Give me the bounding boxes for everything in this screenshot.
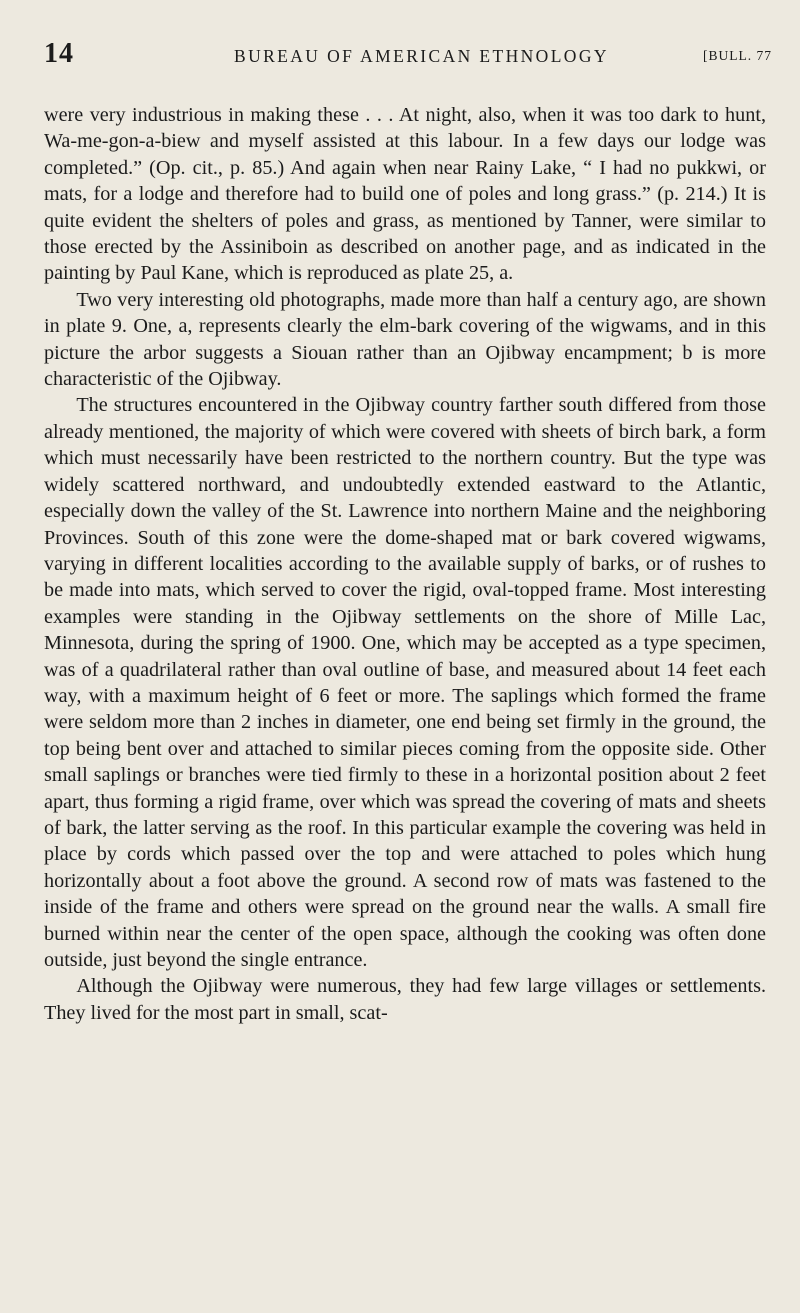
paragraph-settlements: Although the Ojibway were numerous, they had few large villages or settlements. They lived for the most part in small, scat- — [44, 975, 766, 1024]
bulletin-reference: [BULL. 77 — [703, 48, 772, 63]
book-page — [44, 38, 772, 1026]
paragraph-structures: The structures encountered in the Ojibway country farther south differed from those already mentioned, the majority of which were covered with sheets of birch bark, a form which must necessarily have been restricted to the northern country. But the type was widely scattered northward, and undoubtedly extended eastward to the Atlantic, especially down the valley of the St. Lawrence into northern Maine and the neighboring Provinces. South of this zone were the dome-shaped mat or bark covered wigwams, varying in different localities according to the available supply of barks, or of rushes to be made into mats, which served to cover the rigid, oval-topped frame. Most interesting examples were standing in the Ojibway settlements on the shore of Mille Lac, Minnesota, during the spring of 1900. One, which may be accepted as a type specimen, was of a quadrilateral rather than oval outline of base, and measured about 14 feet each way, with a maximum height of 6 feet or more. The saplings which formed the frame were seldom more than 2 inches in diameter, one end being set firmly in the ground, the top being bent over and attached to similar pieces coming from the opposite side. Other small saplings or branches were tied firmly to these in a horizontal position about 2 feet apart, thus forming a rigid frame, over which was spread the covering of mats and sheets of bark, the latter serving as the roof. In this particular example the covering was held in place by cords which passed over the top and were attached to poles which hung horizontally about a foot above the ground. A second row of mats was fastened to the inside of the frame and others were spread on the ground near the walls. A small fire burned within near the center of the open space, although the cooking was often done outside, just beyond the single entrance. — [44, 394, 766, 971]
body-text — [44, 102, 766, 1026]
paragraph-photographs: Two very interesting old photographs, made more than half a century ago, are shown in plate 9. One, a, represents clearly the elm-bark covering of the wigwams, and in this picture the arbor suggests a Siouan rather than an Ojibway encampment; b is more characteristic of the Ojibway. — [44, 288, 766, 391]
running-title: BUREAU OF AMERICAN ETHNOLOGY — [234, 46, 609, 66]
page-number: 14 — [44, 38, 74, 69]
page-header — [44, 38, 772, 78]
paragraph-continuation: were very industrious in making these . . . At night, also, when it was too dark to hunt, Wa-me-gon-a-biew and myself assisted at this labour. In a few days our lodge was completed.” (Op. cit., p. 85.) And again when near Rainy Lake, “ I had no pukkwi, or mats, for a lodge and therefore had to build one of poles and long grass.” (p. 214.) It is quite evident the shelters of poles and grass, as mentioned by Tanner, were similar to those erected by the Assiniboin as described on another page, and as indicated in the painting by Paul Kane, which is reproduced as plate 25, a. — [44, 104, 766, 285]
